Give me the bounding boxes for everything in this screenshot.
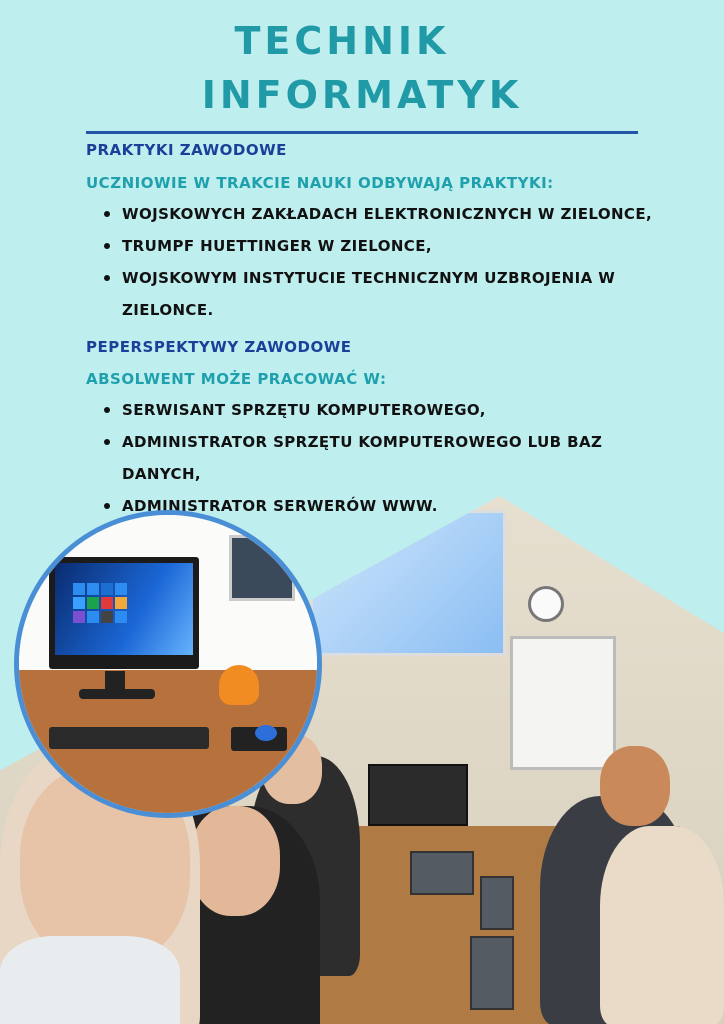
student-right-head (600, 746, 670, 826)
monitor-base (79, 689, 155, 699)
projector-screen (310, 510, 506, 656)
careers-heading: PEPERSPEKTYWY ZAWODOWE (86, 338, 352, 356)
computer-inset (14, 510, 322, 818)
list-item: ADMINISTRATOR SPRZĘTU KOMPUTEROWEGO LUB BAZ DANYCH, (100, 426, 680, 490)
title-line-1: TECHNIK (234, 19, 450, 63)
monitor (368, 764, 468, 826)
list-item: WOJSKOWYCH ZAKŁADACH ELEKTRONICZNYCH W ZIELONCE, (100, 198, 680, 230)
laptop (470, 936, 514, 1010)
list-item: TRUMPF HUETTINGER W ZIELONCE, (100, 230, 680, 262)
list-item: WOJSKOWYM INSTYTUCIE TECHNICZNYM UZBROJENIA W ZIELONCE. (100, 262, 680, 326)
picture-frame (229, 535, 295, 601)
list-item: SERWISANT SPRZĘTU KOMPUTEROWEGO, (100, 394, 680, 426)
wall-clock (528, 586, 564, 622)
internships-heading: PRAKTYKI ZAWODOWE (86, 141, 287, 159)
list-item: ADMINISTRATOR SERWERÓW WWW. (100, 490, 680, 522)
divider-rule (86, 131, 638, 134)
title-line-2: INFORMATYK (201, 73, 523, 117)
laptop (410, 851, 474, 895)
careers-list (100, 394, 680, 522)
keyboard (49, 727, 209, 749)
whiteboard (510, 636, 616, 770)
careers-subheading: ABSOLWENT MOŻE PRACOWAĆ W: (86, 370, 387, 388)
toy-figure (219, 665, 259, 705)
laptop (480, 876, 514, 930)
student-far-right (600, 826, 724, 1024)
desktop-monitor (49, 557, 199, 669)
monitor-stand (105, 671, 125, 691)
internships-list (100, 198, 680, 326)
internships-subheading: UCZNIOWIE W TRAKCIE NAUKI ODBYWAJĄ PRAKTYKI: (86, 174, 554, 192)
student-girl-head (190, 806, 280, 916)
student-front-hoodie (0, 936, 180, 1024)
windows-screen (55, 563, 193, 655)
mouse (255, 725, 277, 741)
